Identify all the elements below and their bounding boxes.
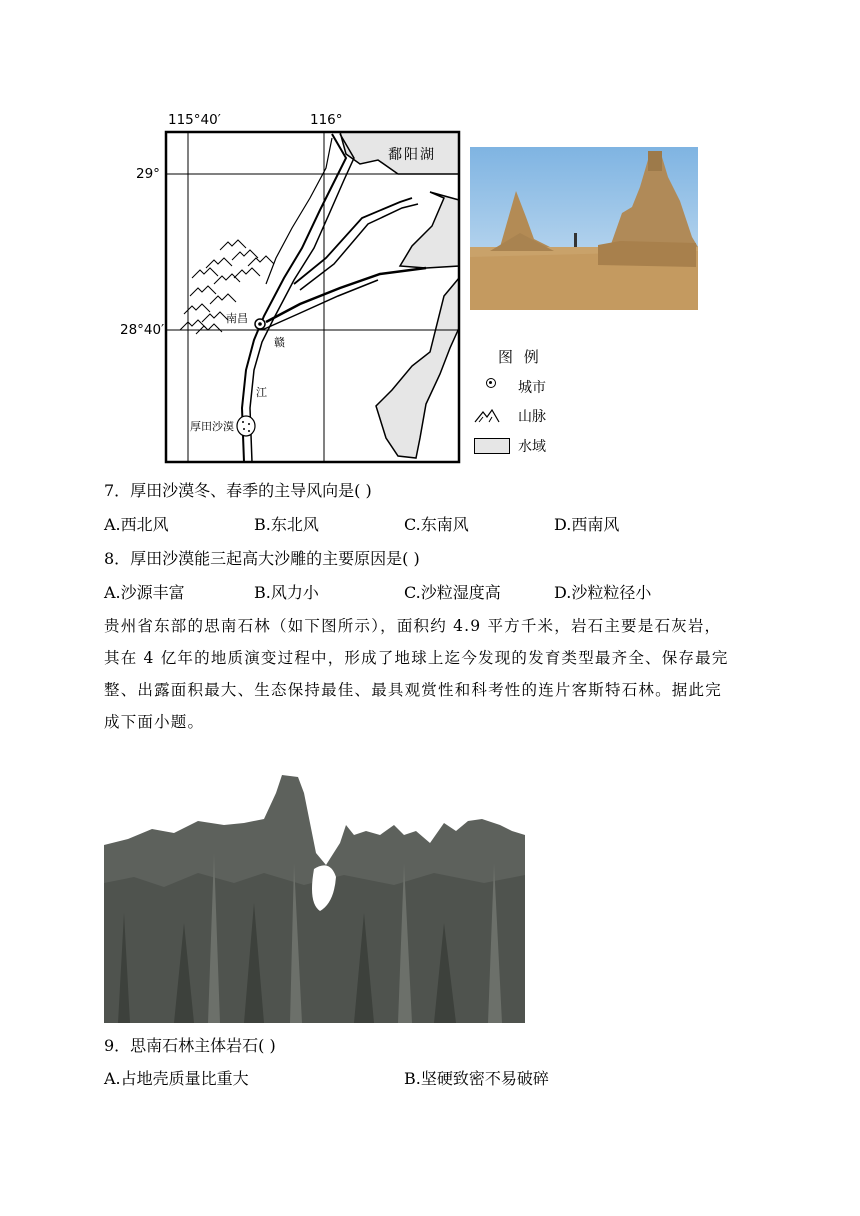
lake-label: 鄱阳湖 <box>388 147 436 163</box>
legend-title: 图 例 <box>498 348 542 366</box>
passage-line-3: 整、出露面积最大、生态保持最佳、最具观赏性和科考性的连片客斯特石林。据此完 <box>104 681 722 699</box>
map-figure <box>120 108 470 468</box>
legend-water-label: 水域 <box>518 439 546 455</box>
lat-label-1: 29° <box>136 166 160 182</box>
east-water-area <box>400 192 459 268</box>
stone-forest-photo <box>104 773 525 1023</box>
q7-option-a[interactable]: A.西北风 <box>104 515 169 534</box>
sand-sculpture-photo <box>470 147 698 310</box>
gan-river <box>242 134 346 462</box>
lon-label-1: 115°40′ <box>168 112 221 128</box>
q7-option-b[interactable]: B.东北风 <box>254 515 319 534</box>
passage-line-1: 贵州省东部的思南石林（如下图所示），面积约 4.9 平方千米，岩石主要是石灰岩， <box>104 617 722 635</box>
legend-city-label: 城市 <box>518 380 546 396</box>
lower-water-area <box>376 278 459 458</box>
river-label-1: 赣 <box>274 336 285 349</box>
q9-option-b[interactable]: B.坚硬致密不易破碎 <box>404 1069 549 1088</box>
question-8-stem: 8．厚田沙漠能三起高大沙雕的主要原因是( ) <box>104 549 420 568</box>
desert-label: 厚田沙漠 <box>190 420 234 433</box>
q7-option-d[interactable]: D.西南风 <box>554 515 620 534</box>
river-label-2: 江 <box>256 386 267 399</box>
passage-line-4: 成下面小题。 <box>104 713 205 731</box>
question-9-stem: 9．思南石林主体岩石( ) <box>104 1036 276 1055</box>
lon-label-2: 116° <box>310 112 343 128</box>
q8-option-d[interactable]: D.沙粒粒径小 <box>554 583 652 602</box>
q9-option-a[interactable]: A.占地壳质量比重大 <box>104 1069 249 1088</box>
passage <box>104 610 764 738</box>
lat-label-2: 28°40′ <box>120 322 165 338</box>
water-area-icon <box>474 438 510 454</box>
q7-option-c[interactable]: C.东南风 <box>404 515 469 534</box>
question-7-stem: 7．厚田沙漠冬、春季的主导风向是( ) <box>104 481 372 500</box>
desert-icon <box>237 416 255 436</box>
legend-mountain-label: 山脉 <box>518 409 546 425</box>
q8-option-c[interactable]: C.沙粒湿度高 <box>404 583 501 602</box>
mountain-icon <box>474 409 500 423</box>
q8-option-a[interactable]: A.沙源丰富 <box>104 583 185 602</box>
city-dot-icon <box>486 378 496 388</box>
city-label: 南昌 <box>226 312 248 325</box>
passage-line-2: 其在 4 亿年的地质演变过程中，形成了地球上迄今发现的发育类型最齐全、保存最完 <box>104 649 729 667</box>
legend <box>474 346 584 458</box>
q8-option-b[interactable]: B.风力小 <box>254 583 319 602</box>
